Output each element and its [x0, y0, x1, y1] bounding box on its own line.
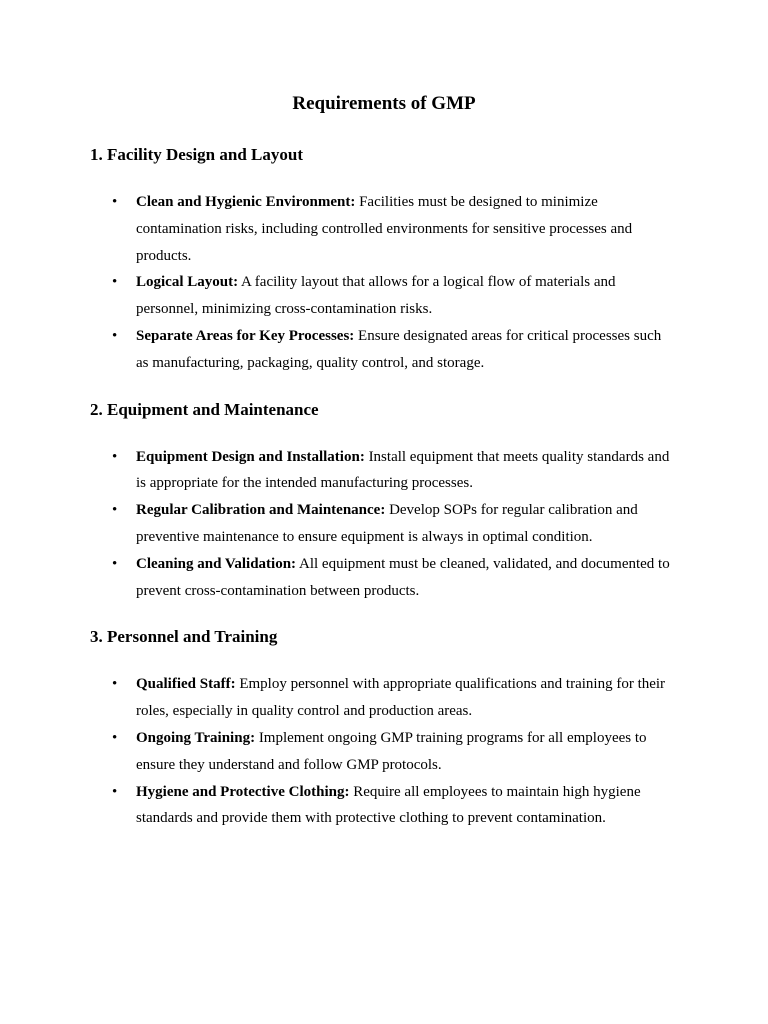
- item-text: A facility layout that allows for a logical flow of materials and personnel, minimizing cross-contamination risks.: [136, 274, 616, 318]
- bullet-icon: •: [112, 327, 118, 344]
- bullet-icon: •: [112, 194, 118, 210]
- bullet-icon: •: [112, 729, 118, 746]
- item-text: Install equipment that meets quality standards and is appropriate for the intended manufacturing processes.: [136, 448, 670, 492]
- item-term: Equipment Design and Installation:: [136, 448, 365, 465]
- item-text: Employ personnel with appropriate qualifications and training for their roles, especially in quality control and production areas.: [136, 676, 666, 720]
- bullet-list: [90, 671, 678, 832]
- item-term: Logical Layout:: [136, 274, 239, 291]
- section-personnel-training: [90, 625, 678, 832]
- item-text: Develop SOPs for regular calibration and preventive maintenance to ensure equipment is always in optimal condition.: [136, 502, 638, 545]
- item-term: Cleaning and Validation:: [136, 555, 297, 572]
- item-term: Regular Calibration and Maintenance:: [136, 502, 386, 519]
- section-heading: 3. Personnel and Training: [90, 627, 278, 647]
- list-item: [112, 444, 676, 498]
- section-heading: 2. Equipment and Maintenance: [90, 399, 319, 419]
- item-term: Clean and Hygienic Environment:: [136, 194, 356, 210]
- section-facility-design: [90, 143, 678, 377]
- section-heading: 1. Facility Design and Layout: [90, 145, 303, 164]
- list-item: [112, 497, 676, 551]
- bullet-icon: •: [112, 676, 118, 693]
- list-item: [112, 269, 676, 323]
- list-item: [112, 725, 676, 779]
- list-item: [112, 551, 676, 605]
- bullet-icon: •: [112, 783, 118, 800]
- item-text: All equipment must be cleaned, validated, and documented to prevent cross-contamination between products.: [136, 555, 670, 599]
- item-term: Hygiene and Protective Clothing:: [136, 783, 350, 800]
- item-text: Implement ongoing GMP training programs for all employees to ensure they understand and follow GMP protocols.: [136, 729, 647, 773]
- list-item: [112, 671, 676, 725]
- item-term: Separate Areas for Key Processes:: [136, 327, 355, 344]
- list-item: [112, 323, 676, 377]
- item-term: Qualified Staff:: [136, 676, 236, 693]
- item-term: Ongoing Training:: [136, 729, 256, 746]
- item-text: Ensure designated areas for critical processes such as manufacturing, packaging, quality control, and storage.: [136, 327, 662, 371]
- document-title: Requirements of GMP: [292, 93, 476, 114]
- bullet-icon: •: [112, 448, 118, 465]
- item-text: Require all employees to maintain high hygiene standards and provide them with protective clothing to prevent contamination.: [136, 783, 641, 827]
- list-item: [112, 779, 676, 833]
- item-text: Facilities must be designed to minimize contamination risks, including controlled environments for sensitive processes and products.: [136, 194, 633, 264]
- section-equipment-maintenance: [90, 398, 678, 605]
- list-item: [112, 189, 676, 269]
- bullet-icon: •: [112, 274, 118, 291]
- bullet-list: [90, 444, 678, 605]
- bullet-icon: •: [112, 502, 118, 519]
- bullet-list: [90, 189, 678, 377]
- bullet-icon: •: [112, 555, 118, 572]
